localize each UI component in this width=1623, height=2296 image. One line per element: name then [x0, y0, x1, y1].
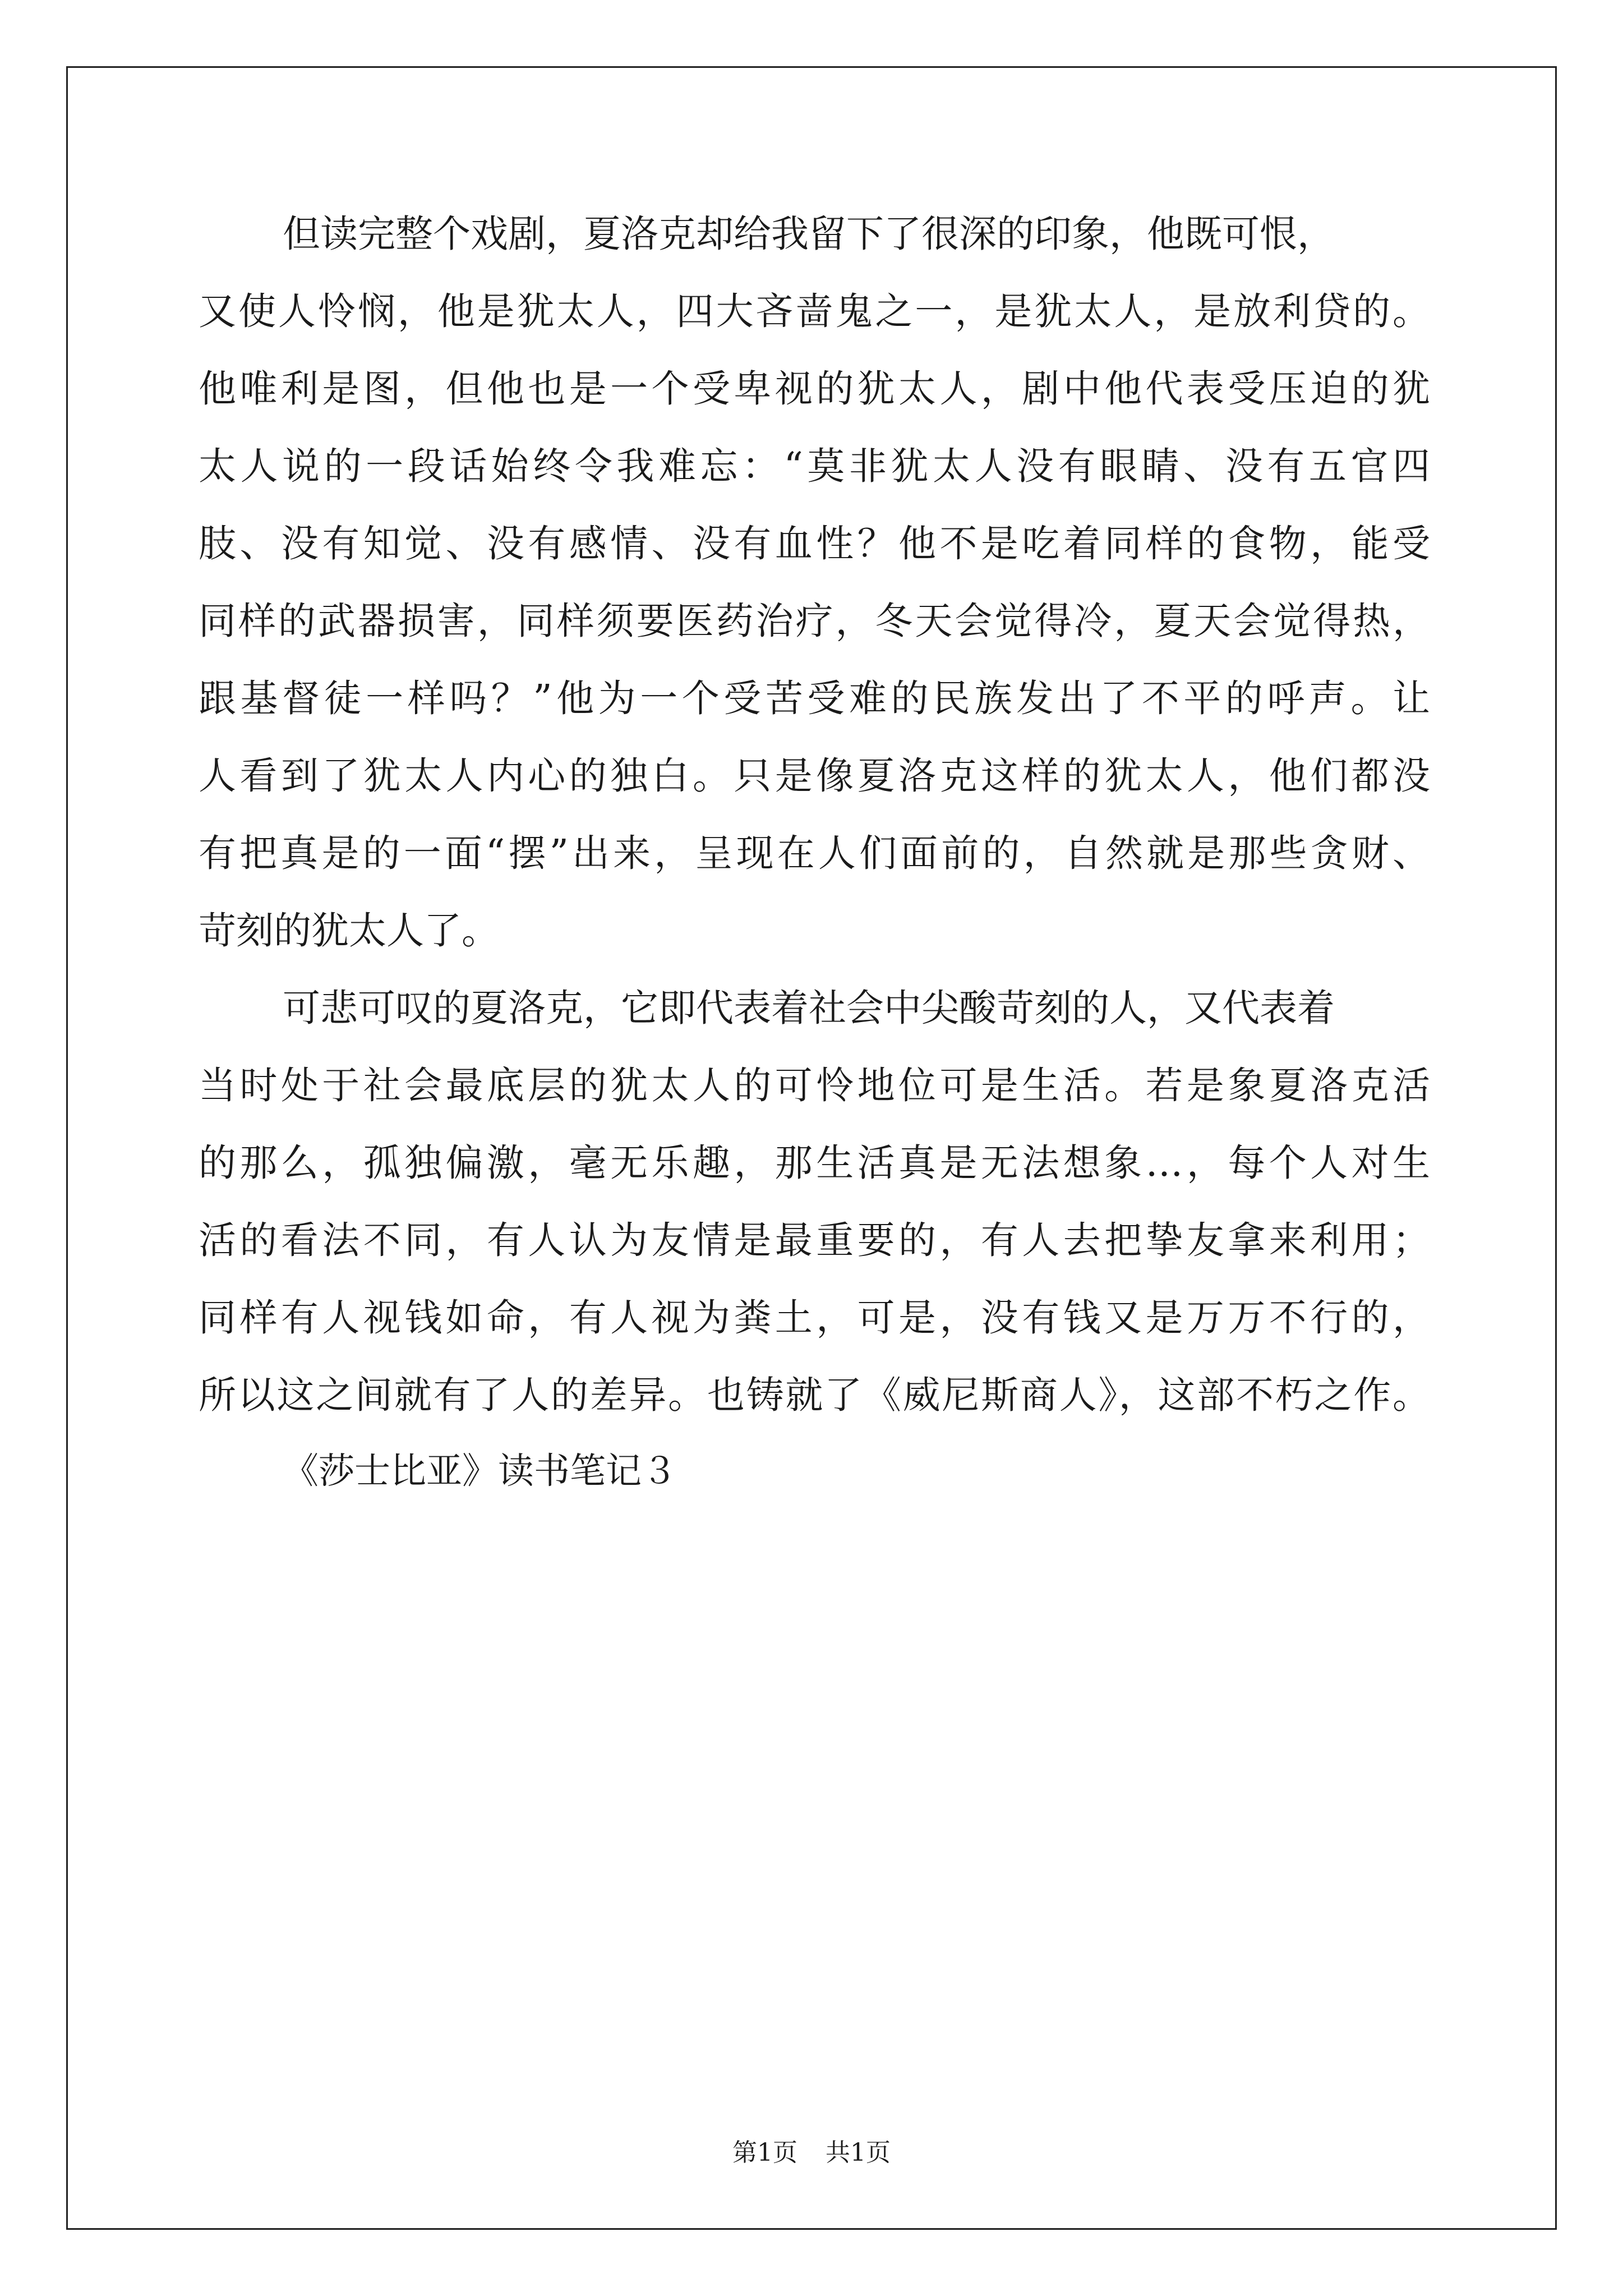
paragraph-1-line-5: 肢、没有知觉、没有感情、没有血性？他不是吃着同样的食物，能受: [199, 522, 1430, 565]
paragraph-2-line-6: 所以这之间就有了人的差异。也铸就了《威尼斯商人》，这部不朽之作。: [199, 1373, 1430, 1417]
paragraph-1-line-1: 但读完整个戏剧，夏洛克却给我留下了很深的印象，他既可恨，: [283, 212, 1335, 256]
paragraph-1-line-4: 太人说的一段话始终令我难忘：“莫非犹太人没有眼睛、没有五官四: [199, 444, 1430, 488]
paragraph-1-line-3: 他唯利是图，但他也是一个受卑视的犹太人，剧中他代表受压迫的犹: [199, 367, 1430, 411]
paragraph-1-line-7: 跟基督徒一样吗？”他为一个受苦受难的民族发出了不平的呼声。让: [199, 677, 1430, 720]
paragraph-1-line-6: 同样的武器损害，同样须要医药治疗，冬天会觉得冷，夏天会觉得热，: [199, 599, 1430, 643]
paragraph-2-line-3: 的那么，孤独偏激，毫无乐趣，那生活真是无法想象…，每个人对生: [199, 1141, 1430, 1185]
paragraph-1-line-10: 苛刻的犹太人了。: [199, 909, 499, 953]
paragraph-2-line-1: 可悲可叹的夏洛克，它即代表着社会中尖酸苛刻的人，又代表着: [283, 986, 1335, 1030]
paragraph-2-line-4: 活的看法不同，有人认为友情是最重要的，有人去把挚友拿来利用；: [199, 1218, 1430, 1262]
paragraph-2-line-2: 当时处于社会最底层的犹太人的可怜地位可是生活。若是象夏洛克活: [199, 1064, 1430, 1107]
page-number: 第1页: [732, 2138, 797, 2167]
page-footer: [0, 2136, 1623, 2170]
paragraph-2-line-5: 同样有人视钱如命，有人视为粪土，可是，没有钱又是万万不行的，: [199, 1296, 1430, 1340]
page-total: 共1页: [826, 2138, 891, 2167]
paragraph-1-line-9: 有把真是的一面“摆”出来，呈现在人们面前的，自然就是那些贪财、: [199, 831, 1430, 875]
paragraph-1-line-2: 又使人怜悯，他是犹太人，四大吝啬鬼之一，是犹太人，是放利贷的。: [199, 289, 1430, 333]
section-heading: 《莎士比亚》读书笔记３: [283, 1451, 677, 1492]
paragraph-1-line-8: 人看到了犹太人内心的独白。只是像夏洛克这样的犹太人，他们都没: [199, 754, 1430, 798]
